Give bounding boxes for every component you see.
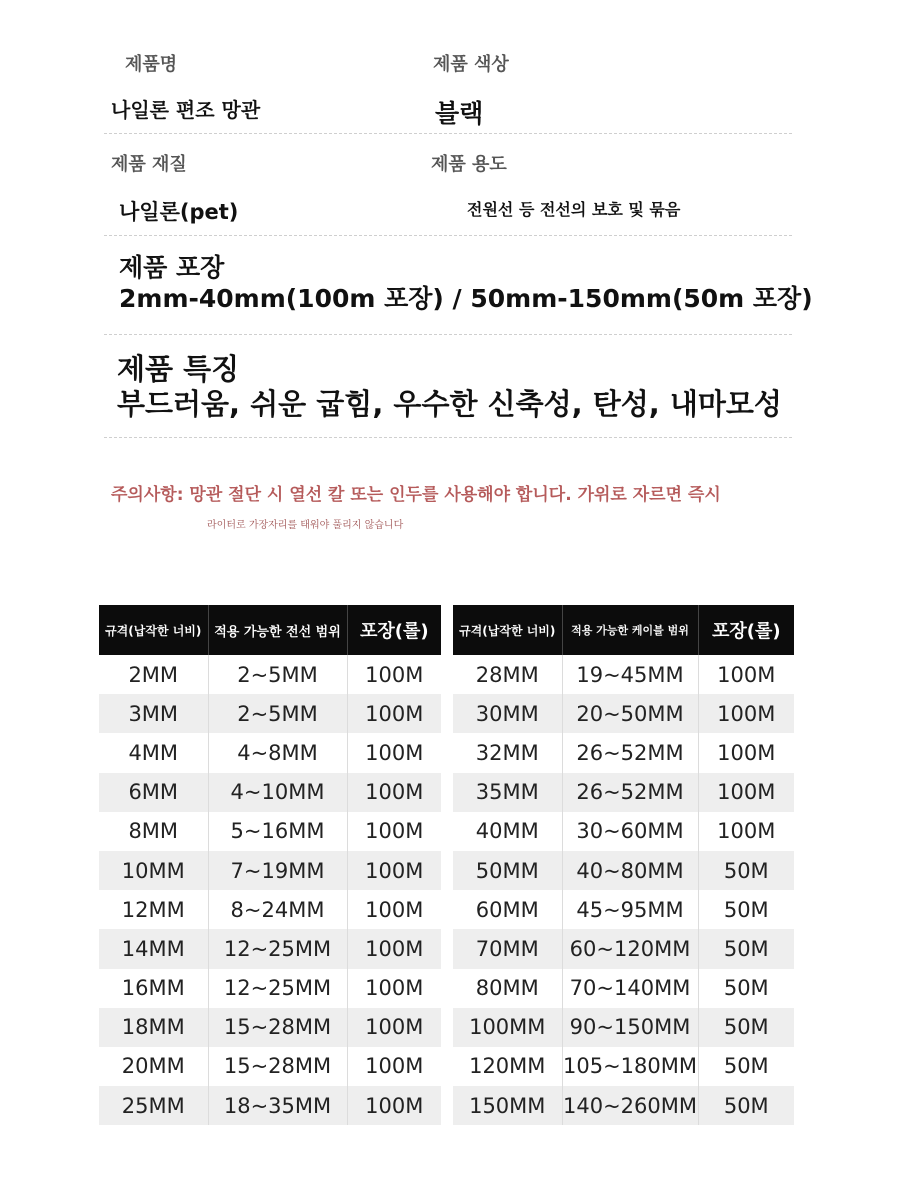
header-packaging: 포장(롤) (347, 605, 441, 655)
cell-range: 19~45MM (562, 655, 698, 694)
cell-packaging: 100M (347, 812, 441, 851)
header-range: 적용 가능한 전선 범위 (208, 605, 347, 655)
table-header-row (453, 605, 794, 655)
cell-range: 70~140MM (562, 969, 698, 1008)
product-name-label: 제품명 (125, 54, 178, 75)
notice-line-1: 주의사항: 망관 절단 시 열선 칼 또는 인두를 사용해야 합니다. 가위로 자르면 즉시 (111, 485, 721, 505)
table-row (99, 733, 441, 772)
cell-spec: 2MM (99, 655, 208, 694)
cell-packaging: 100M (347, 1047, 441, 1086)
cell-packaging: 100M (347, 1008, 441, 1047)
cell-spec: 32MM (453, 733, 562, 772)
spec-table-right (453, 605, 794, 1125)
cell-spec: 8MM (99, 812, 208, 851)
cell-packaging: 100M (698, 812, 794, 851)
cell-spec: 35MM (453, 773, 562, 812)
table-row (453, 969, 794, 1008)
header-spec: 규격(납작한 너비) (99, 605, 208, 655)
cell-range: 60~120MM (562, 929, 698, 968)
product-usage-label: 제품 용도 (431, 154, 507, 175)
header-spec: 규격(납작한 너비) (453, 605, 562, 655)
table-row (99, 694, 441, 733)
table-row (453, 773, 794, 812)
cell-spec: 50MM (453, 851, 562, 890)
product-color-label: 제품 색상 (433, 54, 509, 75)
cell-spec: 80MM (453, 969, 562, 1008)
cell-range: 18~35MM (208, 1086, 347, 1125)
divider (104, 437, 792, 438)
cell-packaging: 100M (347, 969, 441, 1008)
cell-packaging: 100M (347, 694, 441, 733)
cell-range: 15~28MM (208, 1047, 347, 1086)
cell-packaging: 50M (698, 1008, 794, 1047)
feature-label: 제품 특징 (117, 352, 240, 386)
cell-spec: 30MM (453, 694, 562, 733)
table-row (453, 851, 794, 890)
cell-packaging: 100M (347, 929, 441, 968)
cell-spec: 70MM (453, 929, 562, 968)
cell-range: 40~80MM (562, 851, 698, 890)
table-row (99, 655, 441, 694)
table-row (453, 694, 794, 733)
cell-spec: 60MM (453, 890, 562, 929)
cell-packaging: 50M (698, 890, 794, 929)
cell-range: 12~25MM (208, 969, 347, 1008)
table-row (453, 812, 794, 851)
table-row (453, 655, 794, 694)
product-name-value: 나일론 편조 망관 (111, 98, 261, 122)
table-row (99, 890, 441, 929)
cell-range: 8~24MM (208, 890, 347, 929)
header-range: 적용 가능한 케이블 범위 (562, 605, 698, 655)
cell-spec: 120MM (453, 1047, 562, 1086)
cell-range: 140~260MM (562, 1086, 698, 1125)
cell-packaging: 50M (698, 969, 794, 1008)
cell-range: 2~5MM (208, 694, 347, 733)
cell-spec: 28MM (453, 655, 562, 694)
cell-packaging: 100M (347, 733, 441, 772)
cell-spec: 100MM (453, 1008, 562, 1047)
cell-spec: 10MM (99, 851, 208, 890)
cell-spec: 25MM (99, 1086, 208, 1125)
table-row (453, 929, 794, 968)
header-packaging: 포장(롤) (698, 605, 794, 655)
product-color-value: 블랙 (435, 99, 484, 128)
table-row (99, 969, 441, 1008)
cell-range: 26~52MM (562, 773, 698, 812)
spec-table-left (99, 605, 441, 1125)
table-row (99, 812, 441, 851)
cell-range: 2~5MM (208, 655, 347, 694)
table-row (99, 1086, 441, 1125)
divider (104, 334, 792, 335)
table-row (453, 1086, 794, 1125)
cell-spec: 16MM (99, 969, 208, 1008)
cell-packaging: 100M (347, 655, 441, 694)
table-row (99, 851, 441, 890)
cell-packaging: 50M (698, 929, 794, 968)
cell-range: 7~19MM (208, 851, 347, 890)
cell-range: 90~150MM (562, 1008, 698, 1047)
cell-packaging: 100M (698, 655, 794, 694)
table-row (453, 890, 794, 929)
cell-spec: 40MM (453, 812, 562, 851)
table-row (453, 1008, 794, 1047)
cell-packaging: 50M (698, 1047, 794, 1086)
cell-packaging: 100M (698, 733, 794, 772)
cell-range: 4~10MM (208, 773, 347, 812)
cell-range: 30~60MM (562, 812, 698, 851)
cell-packaging: 100M (347, 851, 441, 890)
table-header-row (99, 605, 441, 655)
cell-packaging: 100M (347, 773, 441, 812)
table-row (99, 1008, 441, 1047)
packaging-label: 제품 포장 (119, 253, 225, 282)
cell-spec: 14MM (99, 929, 208, 968)
cell-spec: 4MM (99, 733, 208, 772)
divider (104, 133, 792, 134)
cell-packaging: 100M (698, 773, 794, 812)
table-row (99, 773, 441, 812)
cell-spec: 6MM (99, 773, 208, 812)
table-row (453, 733, 794, 772)
cell-spec: 3MM (99, 694, 208, 733)
table-row (99, 929, 441, 968)
cell-packaging: 100M (347, 1086, 441, 1125)
cell-spec: 12MM (99, 890, 208, 929)
feature-value: 부드러움, 쉬운 굽힘, 우수한 신축성, 탄성, 내마모성 (117, 387, 782, 421)
cell-packaging: 50M (698, 851, 794, 890)
cell-range: 15~28MM (208, 1008, 347, 1047)
cell-range: 105~180MM (562, 1047, 698, 1086)
product-material-label: 제품 재질 (111, 154, 187, 175)
product-material-value: 나일론(pet) (119, 200, 239, 224)
divider (104, 235, 792, 236)
cell-range: 12~25MM (208, 929, 347, 968)
cell-range: 45~95MM (562, 890, 698, 929)
cell-packaging: 100M (347, 890, 441, 929)
cell-packaging: 50M (698, 1086, 794, 1125)
table-row (453, 1047, 794, 1086)
cell-range: 4~8MM (208, 733, 347, 772)
cell-spec: 20MM (99, 1047, 208, 1086)
cell-spec: 150MM (453, 1086, 562, 1125)
cell-range: 20~50MM (562, 694, 698, 733)
product-usage-value: 전원선 등 전선의 보호 및 묶음 (467, 200, 681, 219)
cell-spec: 18MM (99, 1008, 208, 1047)
cell-range: 5~16MM (208, 812, 347, 851)
cell-range: 26~52MM (562, 733, 698, 772)
packaging-value: 2mm-40mm(100m 포장) / 50mm-150mm(50m 포장) (119, 284, 813, 313)
cell-packaging: 100M (698, 694, 794, 733)
table-row (99, 1047, 441, 1086)
notice-line-2: 라이터로 가장자리를 태워야 풀리지 않습니다 (207, 520, 404, 531)
